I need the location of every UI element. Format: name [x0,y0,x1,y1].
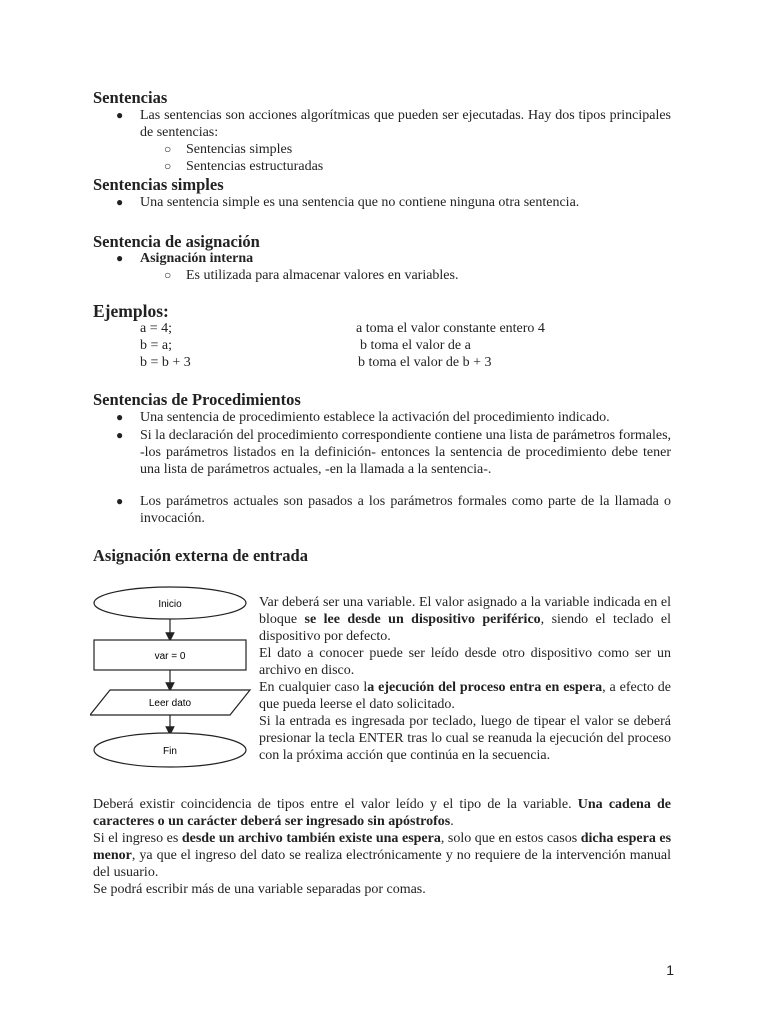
bottom-paragraph-2: Si el ingreso es desde un archivo también existe una espera, solo que en estos casos dicha espera es menor, ya que el ingreso del dato se realiza electrónicamente y no requiere de la intervención manual del usuario. [93,831,672,880]
sub-item-asignacion: Es utilizada para almacenar valores en variables. [186,268,459,283]
bullet-icon: ● [116,428,124,442]
example-desc: a toma el valor constante entero 4 [356,321,545,336]
flowchart-input-label: Leer dato [148,698,192,709]
example-code: b = b + 3 [140,355,191,370]
circle-bullet-icon: ○ [164,159,172,173]
example-desc: b toma el valor de a [360,338,471,353]
bullet-text-proc-3: Los parámetros actuales son pasados a los parámetros formales como parte de la llamada o invocación. [140,494,671,526]
side-paragraph-1: Var deberá ser una variable. El valor asignado a la variable indicada en el bloque se lee desde un dispositivo periférico, siendo el teclado el dispositivo por defecto. [259,595,671,644]
sub-item-simples: Sentencias simples [186,142,293,157]
flowchart-process-label: var = 0 [154,651,186,662]
bullet-text-proc-2: Si la declaración del procedimiento correspondiente contiene una lista de parámetros formales, -los parámetros listados en la definición- entonces la sentencia de procedimiento debe tener una lista de parámetros actuales, -en la llamada a la sentencia-. [140,428,672,477]
sub-item-estructuradas: Sentencias estructuradas [186,159,324,174]
heading-asignacion-externa: Asignación externa de entrada [93,546,308,565]
side-paragraph-2: El dato a conocer puede ser leído desde otro dispositivo como ser un archivo en disco. [259,646,671,678]
bullet-icon: ● [116,108,124,122]
flowchart-start-label: Inicio [158,599,182,610]
example-desc: b toma el valor de b + 3 [358,355,492,370]
heading-procedimientos: Sentencias de Procedimientos [93,390,301,409]
flowchart-diagram [90,585,255,775]
bullet-label-asignacion-interna: Asignación interna [140,251,254,266]
side-paragraph-4: Si la entrada es ingresada por teclado, luego de tipear el valor se deberá presionar la tecla ENTER tras lo cual se reanuda la ejecución del proceso con la próxima acción que continúa en la secuencia. [259,714,671,763]
bullet-icon: ● [116,251,124,265]
bullet-text-proc-1: Una sentencia de procedimiento establece la activación del procedimiento indicado. [140,410,610,425]
heading-ejemplos: Ejemplos: [93,301,169,321]
bottom-paragraph-1: Deberá existir coincidencia de tipos entre el valor leído y el tipo de la variable. Una cadena de caracteres o un carácter deberá ser ingresado sin apóstrofos. [93,797,671,829]
bullet-text-sentencias: Las sentencias son acciones algorítmicas que pueden ser ejecutadas. Hay dos tipos principales de sentencias: [140,108,671,140]
side-paragraph-3: En cualquier caso la ejecución del proceso entra en espera, a efecto de que pueda leerse el dato solicitado. [259,680,672,712]
bullet-icon: ● [116,410,124,424]
heading-sentencias-simples: Sentencias simples [93,175,224,194]
circle-bullet-icon: ○ [164,142,172,156]
circle-bullet-icon: ○ [164,268,172,282]
example-code: a = 4; [140,321,172,336]
bottom-paragraph-3: Se podrá escribir más de una variable separadas por comas. [93,882,426,897]
example-code: b = a; [140,338,172,353]
heading-sentencias: Sentencias [93,88,168,107]
page-number: 1 [666,962,674,978]
bullet-text-simples: Una sentencia simple es una sentencia que no contiene ninguna otra sentencia. [140,195,580,210]
bullet-icon: ● [116,195,124,209]
heading-asignacion: Sentencia de asignación [93,232,260,251]
bullet-icon: ● [116,494,124,508]
flowchart-end-label: Fin [163,746,177,757]
